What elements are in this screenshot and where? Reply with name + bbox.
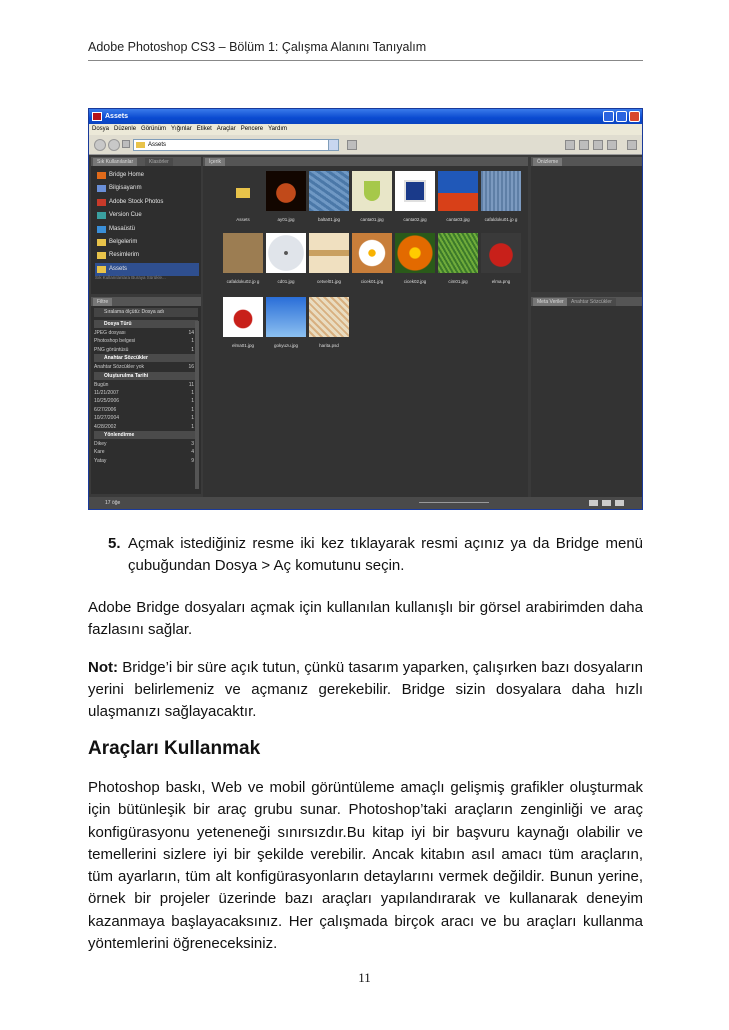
thumbnail-image[interactable] [223, 297, 263, 337]
filter-count: 9 [191, 457, 194, 464]
folder-icon [236, 188, 250, 198]
filter-count: 1 [191, 338, 194, 345]
filter-label: 6/27/2006 [94, 406, 117, 413]
review-icon[interactable] [579, 140, 589, 150]
view-list-icon[interactable] [615, 500, 624, 506]
filter-group-title[interactable]: Anahtar Sözcükler [94, 354, 198, 362]
thumbnail-image[interactable] [352, 233, 392, 273]
thumbnail-label: elma.png [491, 279, 511, 284]
filter-count: 4 [191, 449, 194, 456]
menu-bar [89, 124, 642, 135]
sort-dropdown[interactable] [94, 308, 198, 317]
favorite-label: Belgelerim [109, 239, 138, 245]
close-button[interactable] [629, 111, 640, 122]
favorite-label: Bridge Home [109, 172, 145, 178]
bridge-screenshot [88, 108, 643, 510]
step-text: Açmak istediğiniz resme iki kez tıklayarak resmi açınız ya da Bridge menü çubuğundan Dosya > Aç komutunu seçin. [128, 535, 643, 574]
chevron-down-icon[interactable] [328, 140, 338, 150]
folder-up-icon[interactable] [122, 140, 130, 148]
favorite-item[interactable] [95, 249, 199, 262]
filter-label: 11/21/2007 [94, 390, 119, 396]
filter-label: 4/28/2002 [94, 423, 117, 430]
filter-count: 1 [191, 415, 194, 422]
filter-scrollbar[interactable] [195, 321, 199, 489]
thumbnail-image[interactable] [309, 233, 349, 273]
thumbnail-label: canta01.jpg [360, 217, 384, 222]
thumbnail-label: cafaldoku02.jp g [226, 279, 260, 284]
tab-preview[interactable]: Önizleme [533, 158, 562, 166]
paragraph-bridge: Adobe Bridge dosyaları açmak için kullanılan kullanışlı bir görsel arabirimden daha fazlasını sağlar. [88, 599, 643, 638]
thumbnail-label: cim01.jpg [448, 279, 468, 284]
step-5 [108, 533, 643, 577]
filter-count: 16 [188, 364, 194, 371]
filter-count: 1 [191, 398, 194, 405]
favorite-icon [97, 185, 106, 192]
view-details-icon[interactable] [602, 500, 611, 506]
thumbnail-image[interactable] [438, 171, 478, 211]
favorite-item[interactable] [95, 182, 199, 195]
filter-row[interactable] [94, 381, 198, 389]
thumbnail-image[interactable] [223, 233, 263, 273]
back-icon[interactable] [94, 139, 106, 151]
filter-row[interactable] [94, 423, 198, 431]
path-value: Assets [148, 142, 167, 148]
item-count: 17 öğe [105, 500, 121, 506]
forward-icon[interactable] [108, 139, 120, 151]
favorite-item[interactable] [95, 196, 199, 209]
rotate-right-icon[interactable] [607, 140, 617, 150]
thumbnail-label: gokyuzu.jpg [273, 343, 299, 348]
favorite-icon [97, 266, 106, 273]
filter-label: Yatay [94, 457, 107, 464]
filter-label: PNG görüntüsü [94, 346, 129, 353]
menu-item[interactable]: Pencere [240, 126, 264, 132]
filter-group-title[interactable]: Oluşturulma Tarihi [94, 372, 198, 380]
step-number: 5. [108, 535, 121, 552]
note-text: Bridge’i bir süre açık tutun, çünkü tasarım yaparken, çalışırken bazı dosyaların yerini belirlemeniz ve açmanız gerekebilir. Bridge sizin dosyalara daha hızlı ulaşmanızı sağlayacaktır. [88, 659, 643, 720]
filter-row[interactable] [94, 329, 198, 337]
thumbnail-label: harita.psd [319, 343, 339, 348]
thumbnail-label: canta02.jpg [403, 217, 427, 222]
content-panel [203, 157, 528, 497]
menu-item[interactable]: Yardım [268, 126, 288, 132]
thumbnail-label: ay01.jpg [277, 217, 295, 222]
thumbnail-image[interactable] [395, 233, 435, 273]
sort-label: Sıralama ölçütü: Dosya adı [104, 309, 165, 315]
thumbnail-image[interactable] [266, 233, 306, 273]
thumbnail-image[interactable] [309, 297, 349, 337]
page-number: 11 [358, 970, 371, 985]
thumbnail-image[interactable] [481, 171, 521, 211]
thumbnail-label: cetvel01.jpg [316, 279, 342, 284]
thumbnail-label: balta01.jpg [317, 217, 341, 222]
filter-count: 1 [191, 423, 194, 430]
favorite-icon [97, 252, 106, 259]
toolbar [89, 135, 642, 155]
thumbnail-label: cafaldoku01.jp g [484, 217, 518, 222]
path-dropdown[interactable] [133, 139, 339, 151]
thumbnail-label: canta03.jpg [446, 217, 470, 222]
filter-row[interactable] [94, 457, 198, 465]
folder-icon [136, 142, 145, 148]
filter-row[interactable] [94, 363, 198, 371]
thumbnail-image[interactable] [395, 171, 435, 211]
bridge-app-icon [92, 112, 102, 121]
filter-row[interactable] [94, 337, 198, 345]
filter-group-title[interactable]: Dosya Türü [94, 320, 198, 328]
favorite-item[interactable] [95, 236, 199, 249]
filter-count: 3 [191, 441, 194, 447]
running-header: Adobe Photoshop CS3 – Bölüm 1: Çalışma Alanını Tanıyalım [88, 40, 427, 54]
rotate-left-icon[interactable] [593, 140, 603, 150]
window-titlebar [89, 109, 642, 124]
filter-label: 10/27/2004 [94, 415, 120, 422]
thumbnail-label: cicek02.jpg [403, 279, 427, 284]
thumbnail-label: cicek01.jpg [360, 279, 384, 284]
filter-count: 14 [188, 330, 194, 336]
preview-panel [531, 157, 642, 292]
favorite-icon [97, 212, 106, 219]
camera-icon[interactable] [565, 140, 575, 150]
thumbnail-label: elma01.jpg [231, 343, 254, 348]
filter-label: Bugün [94, 381, 109, 388]
favorite-label: Bilgisayarım [109, 185, 142, 192]
thumbnail-image[interactable] [266, 171, 306, 211]
thumbnail-label: cd01.jpg [277, 279, 295, 284]
thumbnail-label: Assets [236, 217, 250, 222]
thumbnail-image[interactable] [266, 297, 306, 337]
favorite-icon [97, 199, 106, 206]
thumbnail-image[interactable] [223, 171, 263, 211]
bag-shape [364, 181, 380, 201]
tab-favorites[interactable]: Sık Kullanılanlar [93, 158, 137, 166]
section-title: Araçları Kullanmak [88, 738, 261, 759]
tab-keywords[interactable]: Anahtar Sözcükler [567, 298, 616, 306]
filter-row[interactable] [94, 389, 198, 397]
bag-shape [404, 180, 426, 202]
filter-label: Dikey [94, 441, 107, 447]
filter-panel [91, 297, 201, 494]
favorite-label: Adobe Stock Photos [109, 198, 164, 205]
favorite-icon [97, 226, 106, 233]
ruler-shape [309, 250, 349, 256]
favorite-item[interactable] [95, 223, 199, 236]
thumbnail-image[interactable] [481, 233, 521, 273]
favorite-icon [97, 239, 106, 246]
metadata-panel [531, 297, 642, 497]
thumbnail-image[interactable] [309, 171, 349, 211]
filter-count: 1 [191, 406, 194, 413]
filter-label: Kare [94, 449, 105, 456]
filter-row[interactable] [94, 406, 198, 414]
favorite-label: Assets [109, 265, 128, 272]
filter-row[interactable] [94, 346, 198, 354]
status-bar [89, 497, 642, 509]
menu-item[interactable]: Dosya [92, 126, 110, 132]
thumbnail-image[interactable] [352, 171, 392, 211]
tab-metadata[interactable]: Meta Veriler [533, 298, 568, 306]
recent-folders-icon[interactable] [347, 140, 357, 150]
view-thumbnails-icon[interactable] [589, 500, 598, 506]
filter-count: 11 [188, 381, 194, 388]
favorite-item[interactable] [95, 169, 199, 182]
paragraph-tools: Photoshop baskı, Web ve mobil görüntüleme amaçlı gelişmiş grafikler oluşturmak için bütünleşik bir araç grubu sunar. Photoshop’taki araçların zenginliği ve araç konfigürasyonu yeteneneği sınırsızdır.Bu kitap iyi bir başvuru kaynağı olabilir ve temellerini sizlere iyi bir şekilde verebilir. Ancak kitabın asıl amacı tüm araçların, tüm ayarların, tüm alt konfigürasyonların detaylarını vermek değildir. Bunun yerine, örnek bir projeler üzerinde bazı araçları yapılandırarak ve kullanarak deneyim kazanmaya başlayacaksınız. Her çalışmada birçok aracı ve bu araçları kullanma yöntemlerini öğreneceksiniz. [88, 779, 643, 953]
note-paragraph [88, 657, 643, 723]
menu-item[interactable]: Görünüm [141, 126, 167, 132]
thumbnail-image[interactable] [438, 233, 478, 273]
maximize-button[interactable] [616, 111, 627, 122]
filter-label: JPEG dosyası [94, 330, 126, 336]
filter-count: 1 [191, 390, 194, 396]
favorite-item[interactable] [95, 263, 199, 276]
menu-item[interactable]: Etiket [196, 126, 212, 132]
filter-count: 1 [191, 346, 194, 353]
favorite-icon [97, 172, 106, 179]
filter-row[interactable] [94, 397, 198, 405]
filter-label: Anahtar Sözcükler yok [94, 364, 145, 371]
filter-label: Photoshop belgesi [94, 338, 136, 345]
note-label: Not: [88, 659, 118, 676]
tab-content[interactable]: İçerik [205, 158, 225, 166]
menu-item[interactable]: Araçlar [216, 126, 236, 132]
window-title: Assets [105, 113, 128, 120]
filter-label: 10/25/2006 [94, 398, 120, 405]
favorites-hint: Sık Kullanılanlara Buraya Sürükle... [95, 275, 166, 280]
menu-item[interactable]: Düzenle [114, 126, 137, 132]
filter-group-title[interactable]: Yönlendirme [94, 431, 198, 439]
tab-folders[interactable]: Klasörler [145, 158, 173, 166]
favorites-panel [91, 157, 201, 294]
favorite-label: Masaüstü [109, 225, 136, 232]
favorite-item[interactable] [95, 209, 199, 222]
tab-filter[interactable]: Filtre [93, 298, 112, 306]
filter-row[interactable] [94, 414, 198, 422]
filter-row[interactable] [94, 440, 198, 448]
favorite-label: Resimlerim [109, 252, 139, 259]
minimize-button[interactable] [603, 111, 614, 122]
trash-icon[interactable] [627, 140, 637, 150]
filter-row[interactable] [94, 448, 198, 456]
header-rule [88, 60, 643, 61]
favorite-label: Version Cue [109, 212, 142, 219]
thumbnail-size-slider[interactable] [419, 502, 489, 503]
menu-item[interactable]: Yığınlar [171, 126, 192, 132]
